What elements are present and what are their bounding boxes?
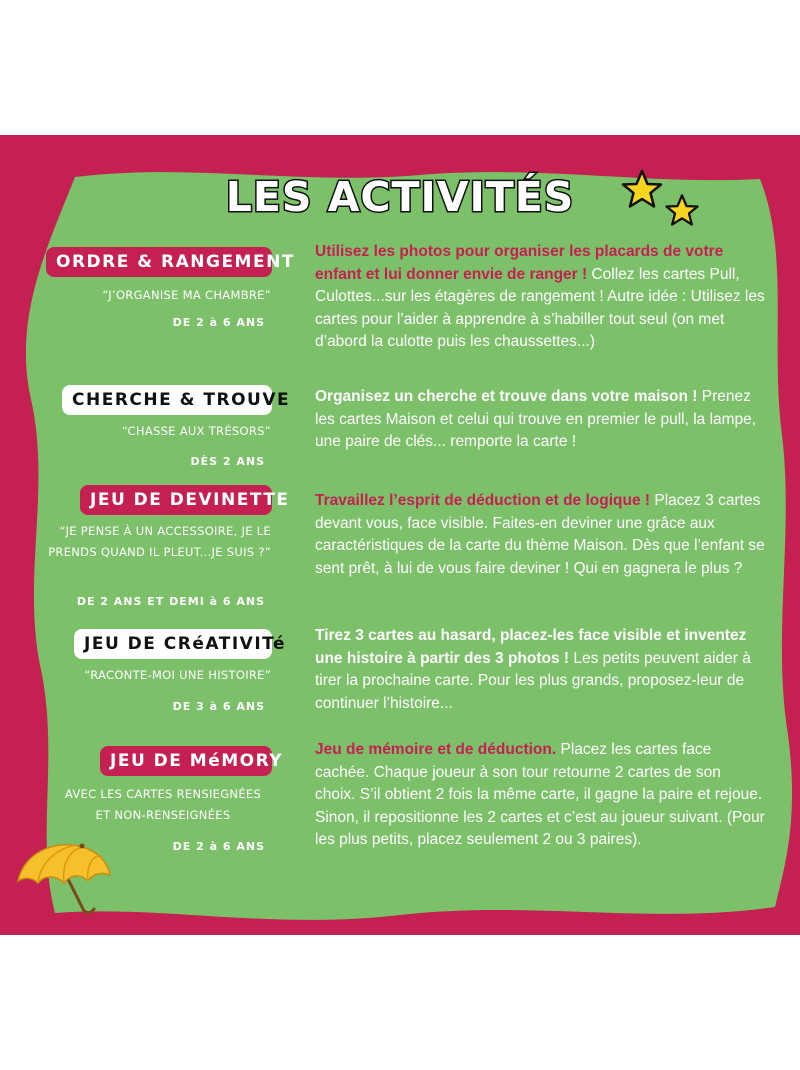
description-text: Prenez les cartes Maison et celui qui trouve en premier le pull, la lampe, une paire de clés... remporte la carte !	[315, 388, 757, 450]
activity-quote: “CHASSE AUX TRÉSORS”	[121, 424, 271, 438]
activity-age: DE 2 ANS ET DEMI à 6 ANS	[76, 595, 265, 608]
badge-jeu-creativite: JEU DE CRéATIVITé	[74, 629, 272, 659]
activity-description	[315, 739, 765, 852]
activity-age: DE 2 à 6 ANS	[172, 316, 265, 329]
description-text: Placez les cartes face cachée. Chaque joueur à son tour retourne 2 cartes de son choix. S’il obtient 2 fois la même carte, il gagne la paire et rejoue. Sinon, il repositionne les 2 cartes et c’est au joueur suivant. (Pour les plus petits, placez seulement 2 ou 3 paires).	[315, 741, 765, 848]
badge-cherche-trouve: CHERCHE & TROUVE	[62, 385, 272, 415]
badge-jeu-devinette: JEU DE DEVINETTE	[80, 485, 272, 515]
description-highlight: Tirez 3 cartes au hasard, placez-les face visible et inventez une histoire à partir des 3 photos !	[315, 627, 747, 667]
activity-age: DÈS 2 ANS	[190, 455, 265, 468]
description-text: Les petits peuvent aider à tirer la prochaine carte. Pour les plus grands, proposez-leur de continuer l’histoire...	[315, 649, 751, 712]
badge-ordre-rangement: ORDRE & RANGEMENT	[46, 247, 272, 277]
description-highlight: Travaillez l’esprit de déduction et de logique !	[315, 492, 651, 509]
umbrella-icon	[14, 835, 114, 917]
activity-description	[315, 386, 765, 454]
activity-quote: “JE PENSE À UN ACCESSOIRE, JE LE PRENDS QUAND IL PLEUT...JE SUIS ?”	[48, 524, 271, 559]
activity-quote: “RACONTE-MOI UNE HISTOIRE”	[84, 668, 271, 682]
activity-quote: AVEC LES CARTES RENSIEGNÉES ET NON-RENSEIGNÉES	[64, 787, 262, 822]
badge-jeu-memory: JEU DE MéMORY	[100, 746, 272, 776]
activity-age: DE 2 à 6 ANS	[172, 840, 265, 853]
page-title: LES ACTIVITÉS	[225, 173, 575, 221]
description-text: Collez les cartes Pull, Culottes...sur les étagères de rangement ! Autre idée : Utilisez les cartes pour l’aider à apprendre à s’habiller tout seul (on met d’abord la culotte puis les chaussettes...)	[315, 265, 765, 350]
activity-description	[315, 625, 765, 715]
star-icon	[664, 193, 700, 229]
activities-card	[0, 135, 800, 935]
activity-age: DE 3 à 6 ANS	[172, 700, 265, 713]
activity-description	[315, 241, 765, 354]
star-icon	[620, 168, 664, 212]
description-highlight: Utilisez les photos pour organiser les placards de votre enfant et lui donner envie de ranger !	[315, 243, 724, 283]
activity-description	[315, 490, 765, 580]
description-text: Placez 3 cartes devant vous, face visible. Faites-en deviner une grâce aux caractéristiques de la carte du thème Maison. Dès que l’enfant se sent prêt, à lui de vous faire deviner ! Qui en gagnera le plus ?	[315, 492, 765, 577]
description-highlight: Jeu de mémoire et de déduction.	[315, 741, 557, 758]
description-highlight: Organisez un cherche et trouve dans votre maison !	[315, 388, 698, 405]
activity-quote: “J’ORGANISE MA CHAMBRE”	[102, 288, 271, 302]
